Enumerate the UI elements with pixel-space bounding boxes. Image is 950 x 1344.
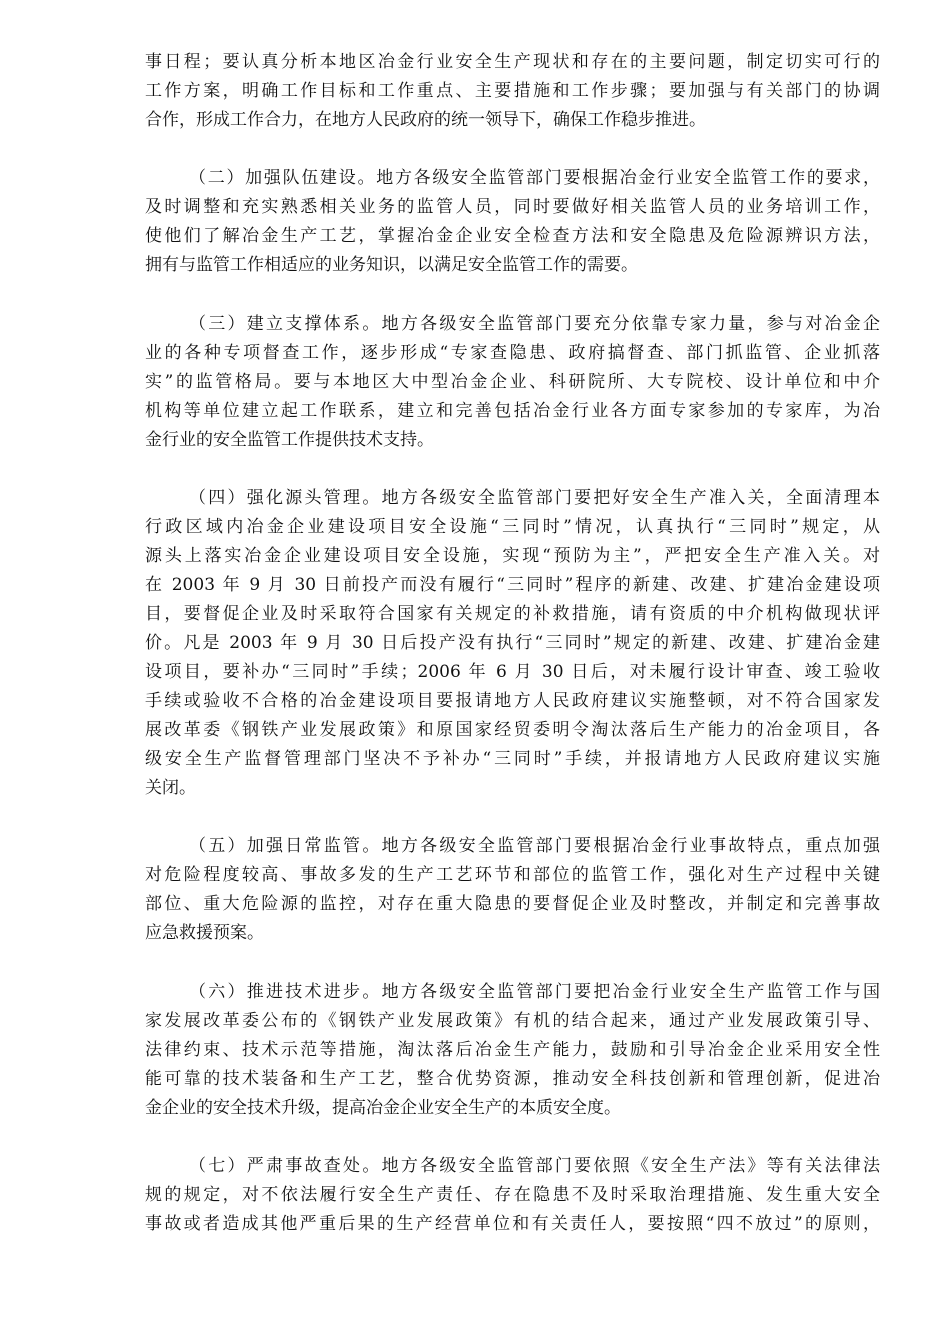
text-line: 拥有与监管工作相适应的业务知识，以满足安全监管工作的需要。: [145, 255, 638, 275]
text-line: 能可靠的技术装备和生产工艺，整合优势资源，推动安全科技创新和管理创新，促进冶: [145, 1069, 880, 1089]
text-line: 级安全生产监督管理部门坚决不予补办“三同时”手续，并报请地方人民政府建议实施: [145, 749, 880, 769]
text-line: 在 2003 年 9 月 30 日前投产而没有履行“三同时”程序的新建、改建、扩建冶金建设项: [145, 575, 880, 595]
text-line: 事故或者造成其他严重后果的生产经营单位和有关责任人，要按照“四不放过”的原则，: [145, 1214, 880, 1234]
text-line: 价。凡是 2003 年 9 月 30 日后投产没有执行“三同时”规定的新建、改建、扩建冶金建: [145, 633, 880, 653]
text-line: 使他们了解冶金生产工艺，掌握冶金企业安全检查方法和安全隐患及危险源辨识方法，: [145, 226, 880, 246]
text-line: 目，要督促企业及时采取符合国家有关规定的补救措施，请有资质的中介机构做现状评: [145, 604, 880, 624]
text-line: 法律约束、技术示范等措施，淘汰落后冶金生产能力，鼓励和引导冶金企业采用安全性: [145, 1040, 880, 1060]
text-line: 事日程；要认真分析本地区冶金行业安全生产现状和存在的主要问题，制定切实可行的: [145, 52, 880, 72]
text-line: 金行业的安全监管工作提供技术支持。: [145, 430, 434, 450]
text-line: 机构等单位建立起工作联系，建立和完善包括冶金行业各方面专家参加的专家库，为冶: [145, 401, 880, 421]
section-6-heading-line: （六）推进技术进步。地方各级安全监管部门要把冶金行业安全生产监管工作与国: [189, 982, 880, 1002]
section-5-heading-line: （五）加强日常监管。地方各级安全监管部门要根据冶金行业事故特点，重点加强: [189, 836, 880, 856]
text-line: 规的规定，对不依法履行安全生产责任、存在隐患不及时采取治理措施、发生重大安全: [145, 1185, 880, 1205]
text-line: 应急救援预案。: [145, 923, 264, 943]
text-line: 及时调整和充实熟悉相关业务的监管人员，同时要做好相关监管人员的业务培训工作，: [145, 197, 880, 217]
text-line: 合作，形成工作合力，在地方人民政府的统一领导下，确保工作稳步推进。: [145, 110, 706, 130]
section-7-heading-line: （七）严肃事故查处。地方各级安全监管部门要依照《安全生产法》等有关法律法: [189, 1156, 880, 1176]
text-line: 关闭。: [145, 778, 196, 798]
text-line: 设项目，要补办“三同时”手续；2006 年 6 月 30 日后，对未履行设计审查、竣工验收: [145, 662, 880, 682]
text-line: 行政区域内冶金企业建设项目安全设施“三同时”情况，认真执行“三同时”规定，从: [145, 517, 880, 537]
text-line: 金企业的安全技术升级，提高冶金企业安全生产的本质安全度。: [145, 1098, 621, 1118]
text-line: 实”的监管格局。要与本地区大中型冶金企业、科研院所、大专院校、设计单位和中介: [145, 372, 880, 392]
text-line: 业的各种专项督查工作，逐步形成“专家查隐患、政府搞督查、部门抓监管、企业抓落: [145, 343, 880, 363]
text-line: 手续或验收不合格的冶金建设项目要报请地方人民政府建议实施整顿，对不符合国家发: [145, 691, 880, 711]
section-3-heading-line: （三）建立支撑体系。地方各级安全监管部门要充分依靠专家力量，参与对冶金企: [189, 314, 880, 334]
section-4-heading-line: （四）强化源头管理。地方各级安全监管部门要把好安全生产准入关，全面清理本: [189, 488, 880, 508]
text-line: 对危险程度较高、事故多发的生产工艺环节和部位的监管工作，强化对生产过程中关键: [145, 865, 880, 885]
section-2-heading-line: （二）加强队伍建设。地方各级安全监管部门要根据冶金行业安全监管工作的要求，: [189, 168, 880, 188]
text-line: 工作方案，明确工作目标和工作重点、主要措施和工作步骤；要加强与有关部门的协调: [145, 81, 880, 101]
text-line: 部位、重大危险源的监控，对存在重大隐患的要督促企业及时整改，并制定和完善事故: [145, 894, 880, 914]
text-line: 源头上落实冶金企业建设项目安全设施，实现“预防为主”，严把安全生产准入关。对: [145, 546, 880, 566]
text-line: 展改革委《钢铁产业发展政策》和原国家经贸委明令淘汰落后生产能力的冶金项目，各: [145, 720, 880, 740]
text-line: 家发展改革委公布的《钢铁产业发展政策》有机的结合起来，通过产业发展政策引导、: [145, 1011, 880, 1031]
